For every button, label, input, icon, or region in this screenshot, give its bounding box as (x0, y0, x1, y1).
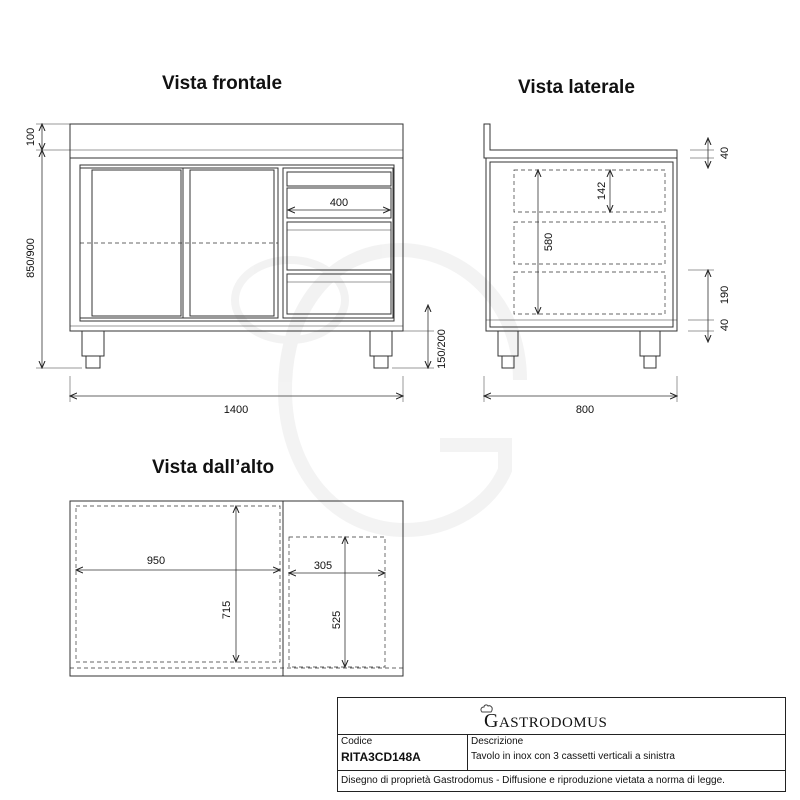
dim-top-right-depth: 525 (331, 610, 343, 630)
dim-front-width: 1400 (223, 404, 249, 416)
title-block (337, 697, 786, 792)
dim-top-left-depth: 715 (221, 600, 233, 620)
brand-rest: ASTRODOMUS (498, 715, 608, 731)
dim-front-legs: 150/200 (436, 329, 448, 369)
top-dimension-lines (76, 506, 385, 667)
code-label: Codice (341, 736, 373, 747)
dim-top-left-width: 950 (146, 555, 166, 567)
dim-side-bottom: 40 (719, 318, 731, 332)
dim-side-lower: 190 (719, 285, 731, 305)
brand-name (484, 710, 607, 733)
dim-front-drawer-width: 400 (329, 197, 349, 209)
dim-side-depth: 800 (575, 404, 595, 416)
brand-logo (480, 708, 660, 732)
code-value: RITA3CD148A (341, 750, 421, 764)
dim-front-top-height: 100 (25, 127, 37, 147)
dim-front-height: 850/900 (25, 238, 37, 278)
brand-initial: G (484, 710, 499, 732)
front-view-title: Vista frontale (162, 73, 283, 94)
side-view-title: Vista laterale (518, 77, 635, 98)
side-view (484, 124, 677, 368)
description-label: Descrizione (471, 736, 524, 747)
top-view-title: Vista dall’alto (152, 457, 275, 478)
description-value: Tavolo in inox con 3 cassetti verticali a sinistra (471, 751, 675, 762)
dim-side-drawer-height: 142 (596, 181, 608, 201)
side-dimension-texts (543, 147, 731, 416)
dim-side-top: 40 (719, 146, 731, 160)
top-dimension-texts (147, 555, 343, 629)
front-dimension-texts (25, 128, 448, 416)
dim-top-right-width: 305 (313, 560, 333, 572)
dim-side-inner-height: 580 (543, 232, 555, 252)
footer-note: Disegno di proprietà Gastrodomus - Diffusione e riproduzione vietata a norma di legge. (341, 775, 725, 786)
top-view (70, 501, 403, 676)
front-view (70, 124, 403, 368)
